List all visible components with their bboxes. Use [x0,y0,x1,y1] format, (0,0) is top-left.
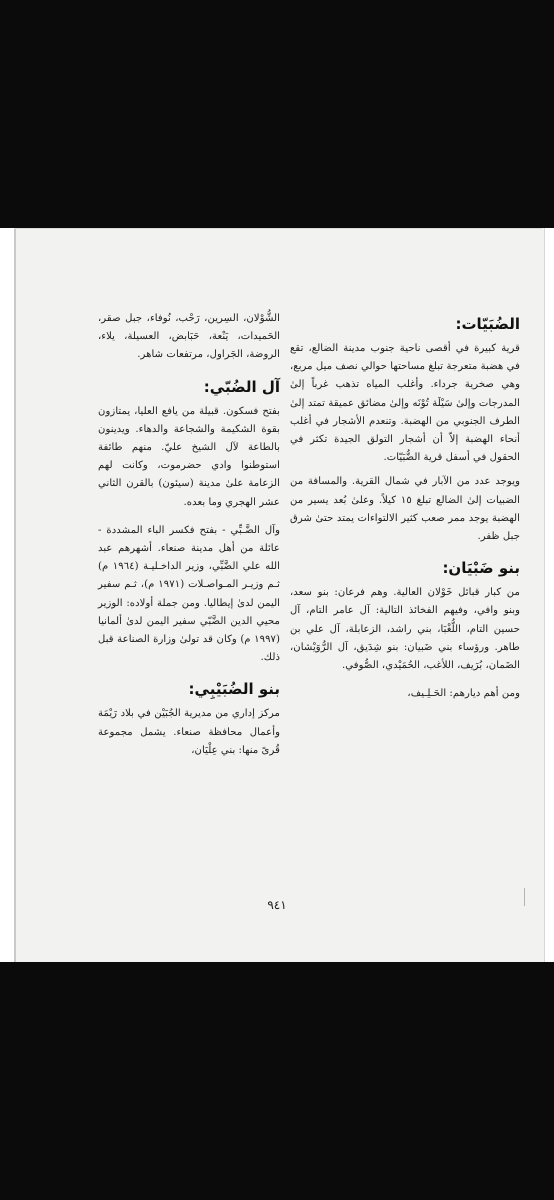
bottom-dark-border [0,962,554,1200]
entry-paragraph: قرية كبيرة في أقصى ناحية جنوب مدينة الضالع، تقع في هضبة متعرجة تبلغ مساحتها حوالي نصف ميل مربع، وهي صخرية جرداء. وأغلب المياه تذهب غرباً إلىٰ المدرجات وإلىٰ سَيْلَة تُوْنَه وإلىٰ مضائق عميقة تمتد إلىٰ الطرف الجنوبي من الهضبة. وتنعدم الأشجار في أغلب أنحاء الهضبة إلاّ أن أشجار التولق الجيدة تكثر في الحقول في أسفل قرية الضُّبَيّات. [290,343,520,464]
page-top-edge [14,228,542,229]
top-dark-border [0,0,554,228]
entry-heading-banu-dabyan: بنو ضَبْيَان: [442,559,520,578]
entry-paragraph: ومن أهم ديارهم: الحَـلِـيف، [407,688,520,700]
entry-paragraph: بفتح فسكون. قبيلة من يافع العليا، يمتازون بقوة الشكيمة والشجاعة والدهاء. ويدينون بالطاعة لآل الشيخ عليّ. منهم طائفة استوطنوا وادي حضرموت، وكانت لهم الزعامة علىٰ مدينة (سيئون) بالقرن الثاني عشر الهجري وما بعده. [98,405,280,508]
entry-paragraph: ويوجد عدد من الآبار في شمال القرية. والمسافة من الضبيات إلىٰ الضالع تبلغ ١٥ كيلاً. وعلىٰ بُعد يسير من الهضبة يوجد ممر صعب كثير الالتواءات يمتد حتىٰ شرق جبل ظفر. [290,476,520,543]
entry-paragraph: وآل الضَّـبِّي - بفتح فكسر الباء المشددة - عائلة من أهل مدينة صنعاء. أشهرهم عبد الله علي الضَّبِّي، وزير الداخـليـة (١٩٦٤ م) ثـم وزيـر المـواصـلات (١٩٧١ م)، ثـم سفير اليمن لدىٰ إيطاليا. ومن جملة أولاده: الوزير محيي الدين الضَّبّي سفير اليمن لدىٰ ألمانيا (١٩٩٧ م) وكان قد تولىٰ وزارة الصناعة قبل ذلك. [98,524,280,664]
page-edge-mark [524,888,529,906]
entry-paragraph: مركز إداري من مديرية الجُبَيْن في بلاد رَيْمَة وأعمال محافظة صنعاء. يشمل مجموعة قُرىً منها: بني عِلْيَان، [98,708,280,756]
entry-heading-banu-dubaybi: بنو الضُبَيْبِي: [188,680,280,699]
right-column [290,310,520,713]
entry-heading-al-dubbi: آل الضُبّي: [203,377,280,396]
entry-paragraph: من كبار قبائل خَوْلان العالية. وهم فرعان: بنو سعد، وبنو وافي، وفيهم الفخائذ التالية: آل عامر التام، آل حسين التام، اللُّغْبَا، بني راشد، الزعابلة، آل علي بن طاهر. ورؤساء بني ضَبيان: بنو شِدَيق، آل الرُّوَيْشان، الضَمان، بُرَيف، اللأغب، الحُمَيْدي، الصُّوفي. [290,587,520,672]
left-column [98,310,280,770]
entry-heading-dubayyat: الضُبَيّات: [455,315,520,333]
page-number: ٩٤١ [267,898,287,912]
entry-paragraph: الشُّوْلان، السِرين، رَحْب، نُوفاء، جبل صقر، الحَميدات، يَنْعة، حَبَابض، العسيلة، يلاء، الروضة، الجَراول، مرتفعات شاهر. [98,313,280,361]
